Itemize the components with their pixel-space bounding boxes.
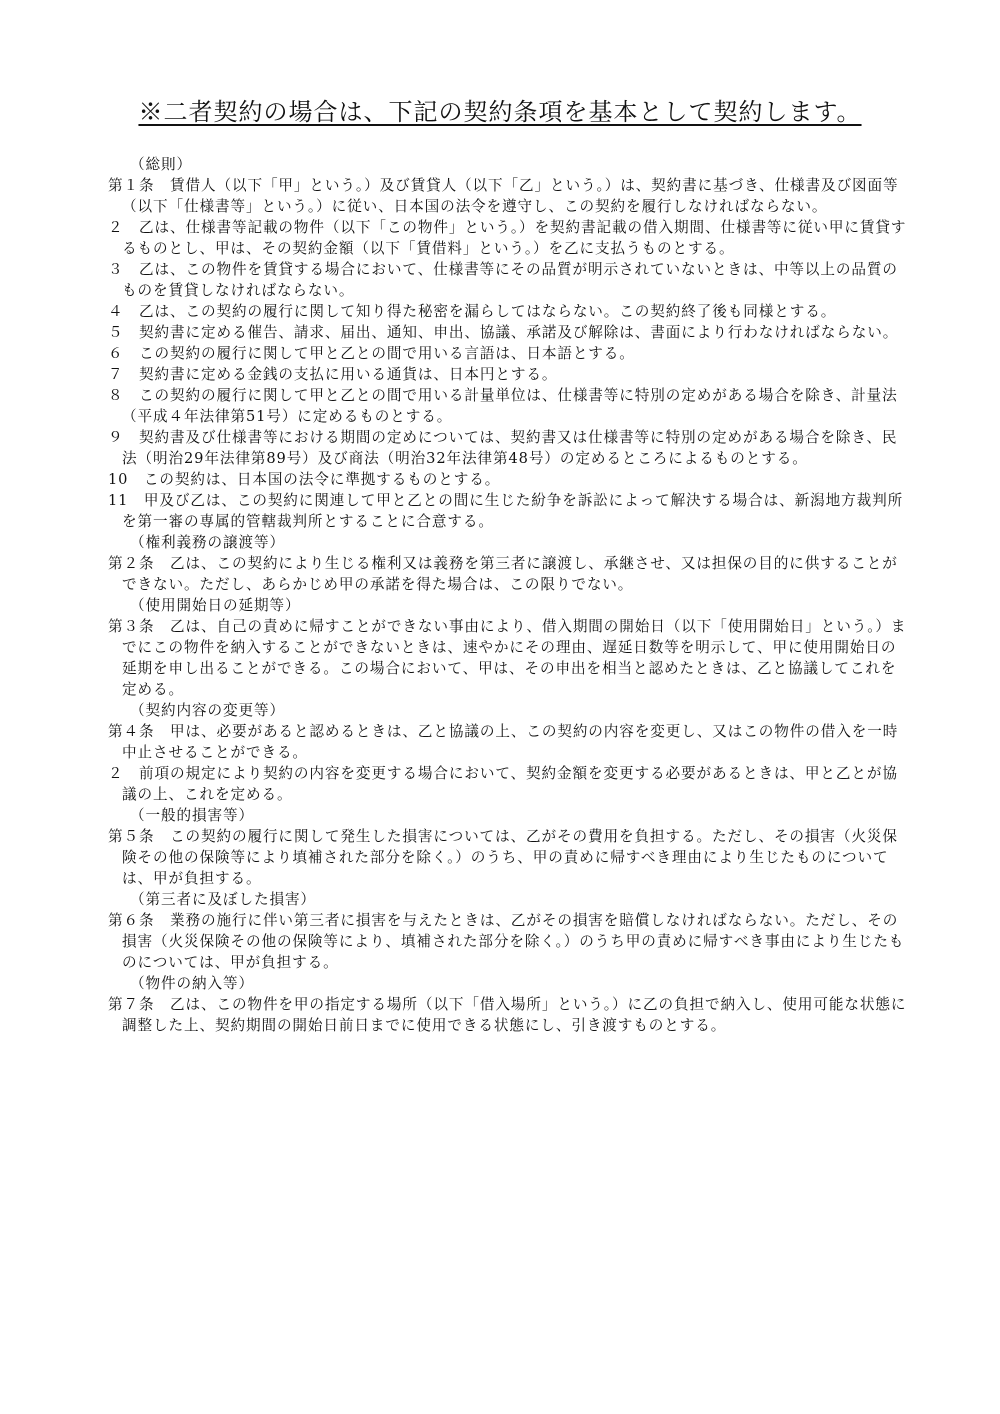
clause-paragraph: 11 甲及び乙は、この契約に関連して甲と乙との間に生じた紛争を訴訟によって解決する場合は、新潟地方裁判所を第一審の専属的管轄裁判所とすることに合意する。 [108,492,904,530]
section-heading: （総則） [130,156,192,173]
clause-paragraph: ３ 乙は、この物件を賃貸する場合において、仕様書等にその品質が明示されていないときは、中等以上の品質のものを賃貸しなければならない。 [108,261,898,299]
clause-paragraph: ２ 乙は、仕様書等記載の物件（以下「この物件」という。）を契約書記載の借入期間、仕様書等に従い甲に賃貸するものとし、甲は、その契約金額（以下「賃借料」という。）を乙に支払うものとする。 [108,219,907,257]
clause-paragraph: ９ 契約書及び仕様書等における期間の定めについては、契約書又は仕様書等に特別の定めがある場合を除き、民法（明治29年法律第89号）及び商法（明治32年法律第48号）の定めるところによるものとする。 [108,429,898,467]
section-heading: （権利義務の譲渡等） [130,534,285,551]
clause-paragraph: ８ この契約の履行に関して甲と乙との間で用いる計量単位は、仕様書等に特別の定めがある場合を除き、計量法（平成４年法律第51号）に定めるものとする。 [108,387,898,425]
section-heading: （一般的損害等） [130,807,254,824]
clause-paragraph: 第４条 甲は、必要があると認めるときは、乙と協議の上、この契約の内容を変更し、又はこの物件の借入を一時中止させることができる。 [108,723,899,761]
clause-paragraph: 第１条 賃借人（以下「甲」という。）及び賃貸人（以下「乙」という。）は、契約書に基づき、仕様書及び図面等（以下「仕様書等」という。）に従い、日本国の法令を遵守し、この契約を履行しなければならない。 [108,177,899,215]
clause-paragraph: ４ 乙は、この契約の履行に関して知り得た秘密を漏らしてはならない。この契約終了後も同様とする。 [108,303,837,320]
clause-paragraph: 第６条 業務の施行に伴い第三者に損害を与えたときは、乙がその損害を賠償しなければならない。ただし、その損害（火災保険その他の保険等により、填補された部分を除く。）のうち甲の責めに帰すべき事由により生じたものについては、甲が負担する。 [108,912,905,971]
clause-paragraph: ２ 前項の規定により契約の内容を変更する場合において、契約金額を変更する必要があるときは、甲と乙とが協議の上、これを定める。 [108,765,898,803]
clause-paragraph: ７ 契約書に定める金銭の支払に用いる通貨は、日本円とする。 [108,366,558,383]
clause-paragraph: 第７条 乙は、この物件を甲の指定する場所（以下「借入場所」という。）に乙の負担で納入し、使用可能な状態に調整した上、契約期間の開始日前日までに使用できる状態にし、引き渡すものとする。 [108,996,907,1034]
clause-paragraph: 第５条 この契約の履行に関して発生した損害については、乙がその費用を負担する。ただし、その損害（火災保険その他の保険等により填補された部分を除く。）のうち、甲の責めに帰すべき理由により生じたものについては、甲が負担する。 [108,828,898,887]
clause-paragraph: ６ この契約の履行に関して甲と乙との間で用いる言語は、日本語とする。 [108,345,635,362]
clause-paragraph: 第３条 乙は、自己の責めに帰すことができない事由により、借入期間の開始日（以下「使用開始日」という。）までにこの物件を納入することができないときは、速やかにその理由、遅延日数等を明示して、甲に使用開始日の延期を申し出ることができる。この場合において、甲は、その申出を相当と認めたときは、乙と協議してこれを定める。 [108,618,907,698]
document-title-text: ※二者契約の場合は、下記の契約条項を基本として契約します。 [138,98,862,126]
section-heading: （物件の納入等） [130,975,254,992]
clause-paragraph: ５ 契約書に定める催告、請求、届出、通知、申出、協議、承諾及び解除は、書面により行わなければならない。 [108,324,899,341]
section-heading: （契約内容の変更等） [130,702,285,719]
clause-paragraph: 第２条 乙は、この契約により生じる権利又は義務を第三者に譲渡し、承継させ、又は担保の目的に供することができない。ただし、あらかじめ甲の承諾を得た場合は、この限りでない。 [108,555,898,593]
section-heading: （使用開始日の延期等） [130,597,301,614]
clause-paragraph: 10 この契約は、日本国の法令に準拠するものとする。 [108,471,501,488]
document-title [0,92,1000,127]
section-heading: （第三者に及ぼした損害） [130,891,316,908]
contract-body [108,154,908,1036]
